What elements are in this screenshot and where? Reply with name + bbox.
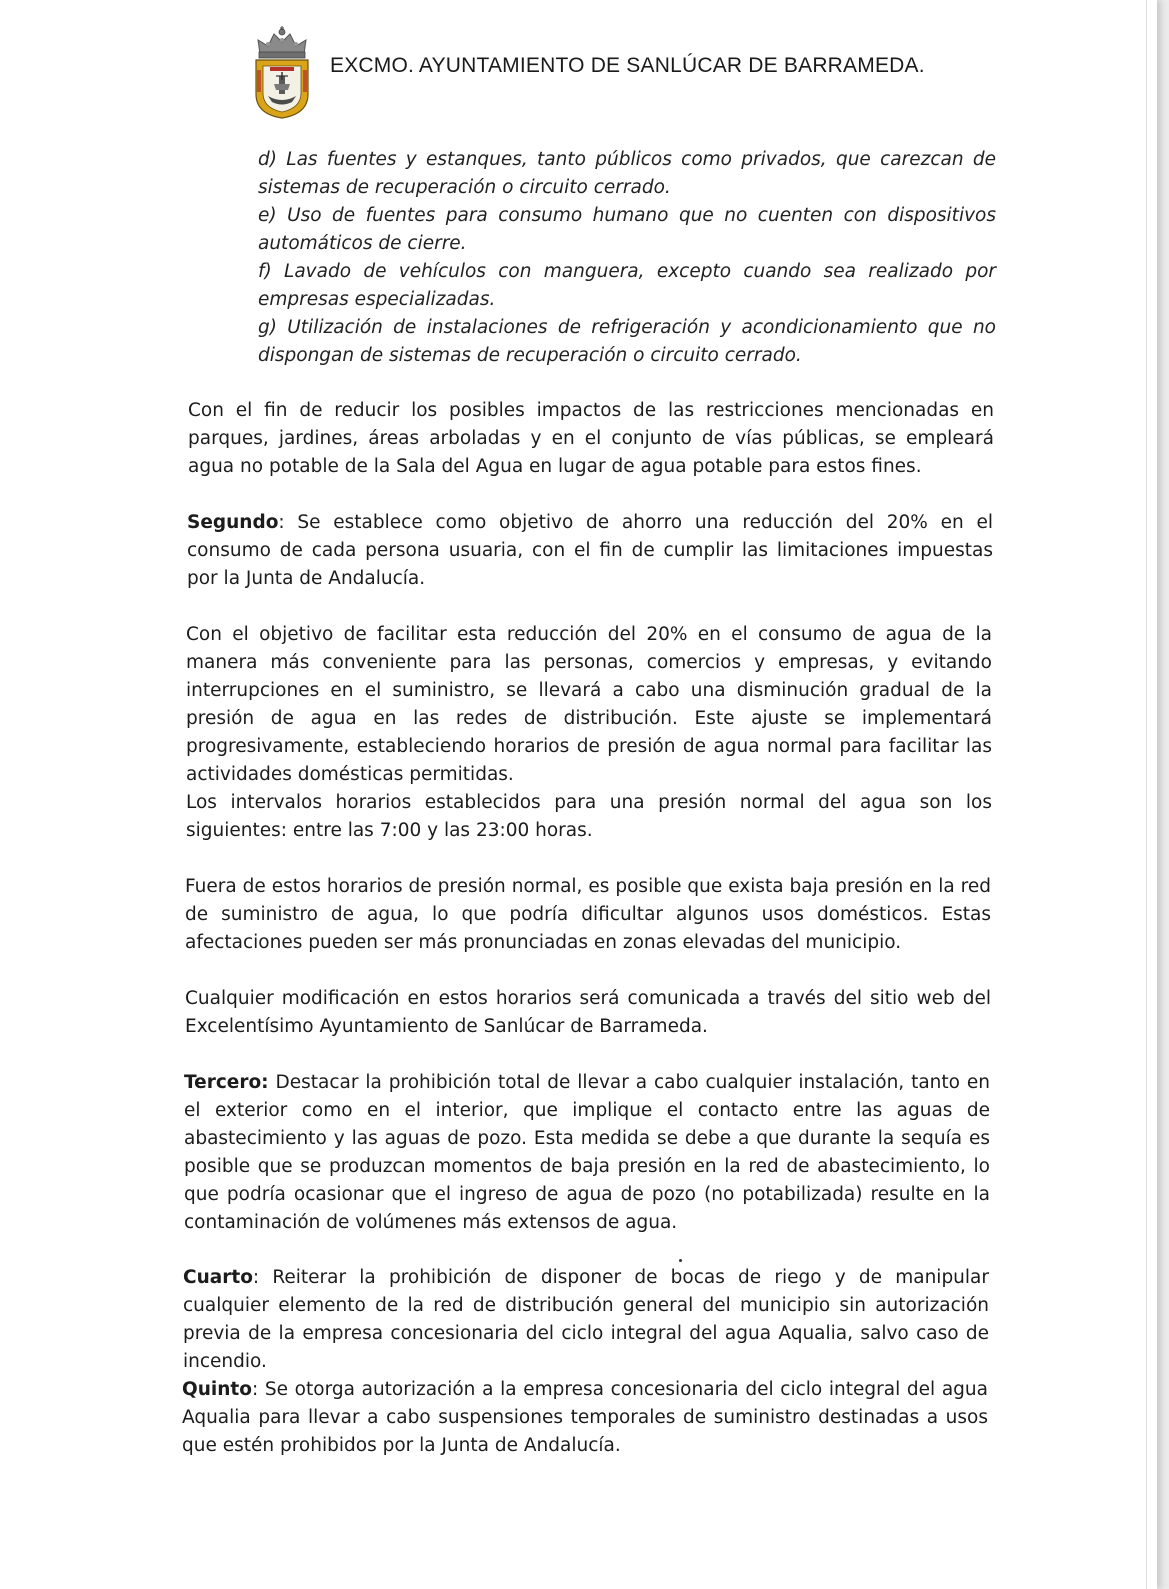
- crown-icon: [258, 26, 306, 58]
- parks-paragraph: Con el fin de reducir los posibles impactos de las restricciones mencionadas en parques, jardines, áreas arboladas y en el conjunto de vías públicas, se empleará agua no potable de la Sala del Agua en lugar de agua potable para estos fines.: [188, 400, 994, 477]
- cuarto-label: Cuarto: [183, 1267, 253, 1288]
- list-item-e: e) Uso de fuentes para consumo humano que no cuenten con dispositivos automáticos de cierre.: [258, 205, 996, 254]
- list-item-d: d) Las fuentes y estanques, tanto públicos como privados, que carezcan de sistemas de recuperación o circuito cerrado.: [258, 149, 996, 198]
- tercero-label: Tercero:: [184, 1072, 269, 1093]
- coat-of-arms-icon: [250, 24, 314, 120]
- segundo-text: : Se establece como objetivo de ahorro una reducción del 20% en el consumo de cada persona usuaria, con el fin de cumplir las limitaciones impuestas por la Junta de Andalucía.: [187, 512, 993, 589]
- cuarto-paragraph: [183, 1264, 989, 1376]
- prohibited-uses-list: [258, 146, 996, 370]
- quinto-paragraph: [182, 1376, 988, 1460]
- page-edge: [1146, 0, 1147, 1589]
- scan-speck: [679, 1259, 682, 1262]
- segundo-label: Segundo: [187, 512, 279, 533]
- segundo-paragraph: [187, 509, 993, 593]
- list-item-g: g) Utilización de instalaciones de refrigeración y acondicionamiento que no dispongan de sistemas de recuperación o circuito cerrado.: [258, 317, 996, 366]
- cuarto-text: : Reiterar la prohibición de disponer de bocas de riego y de manipular cualquier elemento de la red de distribución general del municipio sin autorización previa de la empresa concesionaria del ciclo integral del agua Aqualia, salvo caso de incendio.: [183, 1267, 989, 1372]
- quinto-text: : Se otorga autorización a la empresa concesionaria del ciclo integral del agua Aqualia para llevar a cabo suspensiones temporales de suministro destinadas a usos que estén prohibidos por la Junta de Andalucía.: [182, 1379, 988, 1456]
- tercero-paragraph: [184, 1069, 990, 1237]
- reduction-paragraph: Con el objetivo de facilitar esta reducción del 20% en el consumo de agua de la manera más conveniente para las personas, comercios y empresas, y evitando interrupciones en el suministro, se llevará a cabo una disminución gradual de la presión de agua en las redes de distribución. Este ajuste se implementará progresivamente, estableciendo horarios de presión de agua normal para facilitar las actividades domésticas permitidas.: [186, 624, 992, 785]
- outside-hours-paragraph: Fuera de estos horarios de presión normal, es posible que exista baja presión en la red de suministro de agua, lo que podría dificultar algunos usos domésticos. Estas afectaciones pueden ser más pronunciadas en zonas elevadas del municipio.: [185, 876, 991, 953]
- list-item-f: f) Lavado de vehículos con manguera, excepto cuando sea realizado por empresas especializadas.: [258, 261, 996, 310]
- institution-name: EXCMO. AYUNTAMIENTO DE SANLÚCAR DE BARRAMEDA.: [330, 54, 925, 77]
- intervals-paragraph: Los intervalos horarios establecidos para una presión normal del agua son los siguientes: entre las 7:00 y las 23:00 horas.: [186, 792, 992, 841]
- quinto-label: Quinto: [182, 1379, 252, 1400]
- tercero-text: Destacar la prohibición total de llevar a cabo cualquier instalación, tanto en el exterior como en el interior, que implique el contacto entre las aguas de abastecimiento y las aguas de pozo. Esta medida se debe a que durante la sequía es posible que se produzcan momentos de baja presión en la red de abastecimiento, lo que podría ocasionar que el ingreso de agua de pozo (no potabilizada) resulte en la contaminación de volúmenes más extensos de agua.: [184, 1072, 990, 1233]
- changes-paragraph: Cualquier modificación en estos horarios será comunicada a través del sitio web del Excelentísimo Ayuntamiento de Sanlúcar de Barrameda.: [185, 988, 991, 1037]
